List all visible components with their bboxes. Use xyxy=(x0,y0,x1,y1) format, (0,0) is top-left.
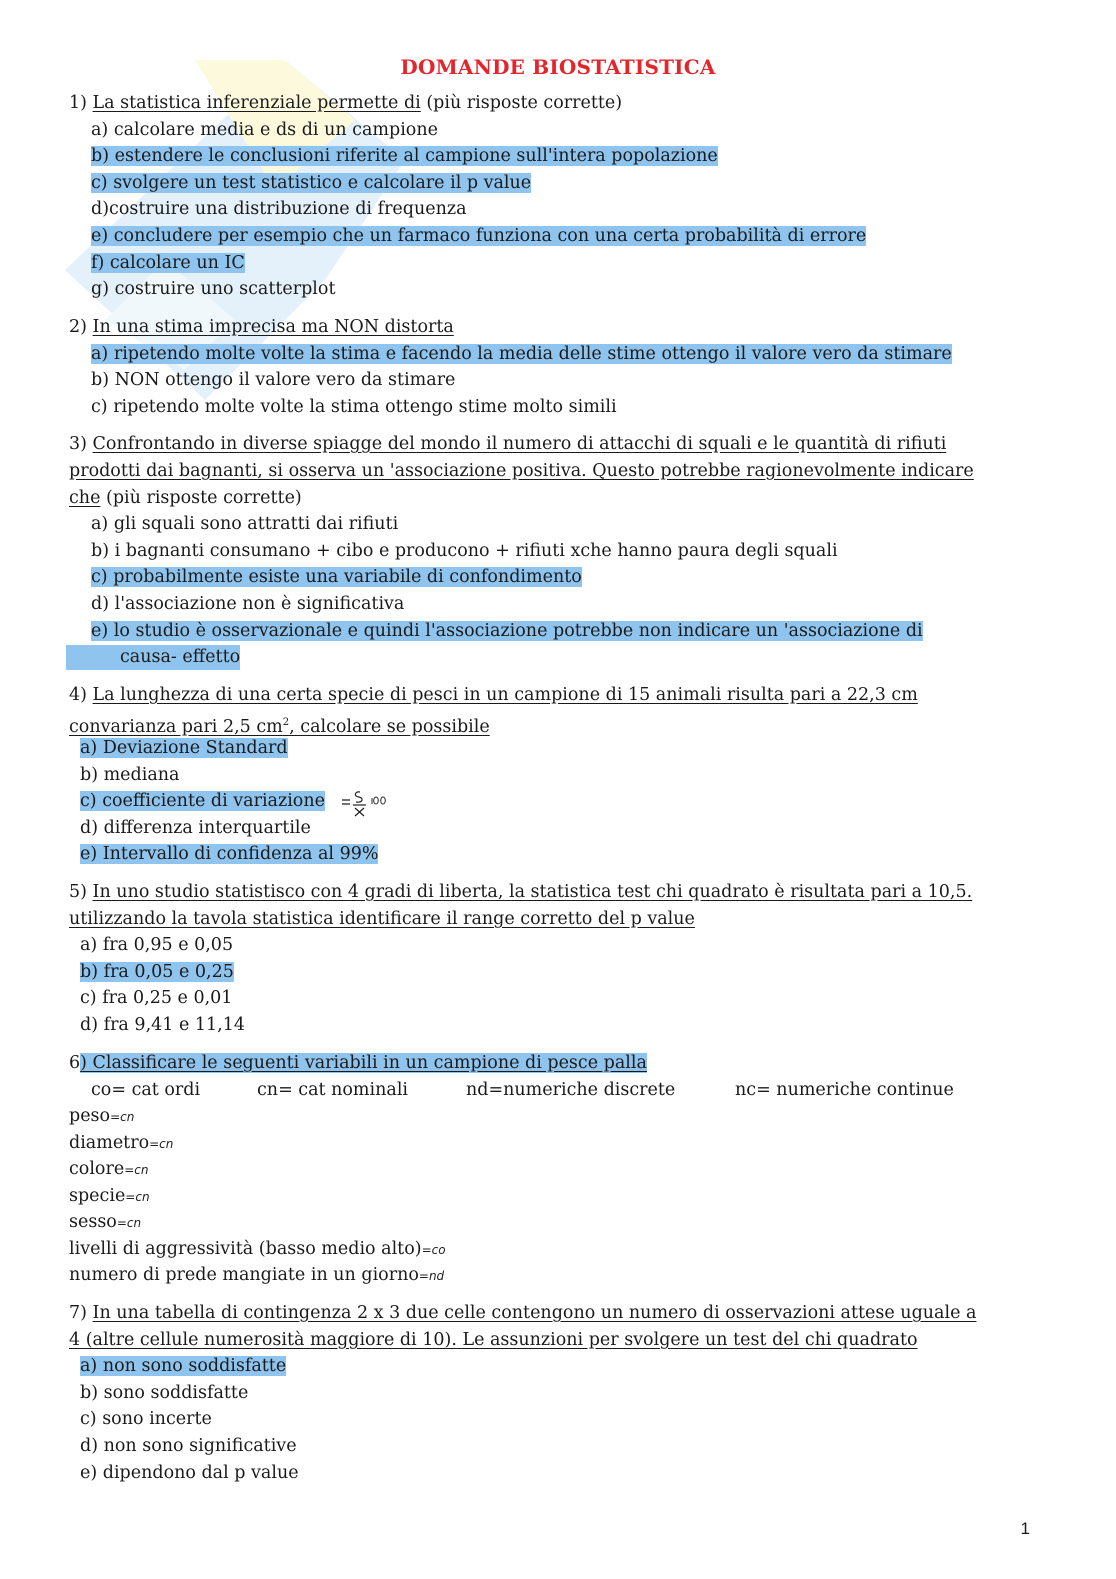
q1-option-g: g) costruire uno scatterplot xyxy=(91,279,336,299)
q1-option-b: b) estendere le conclusioni riferite al campione sull'intera popolazione xyxy=(91,146,718,166)
q3-option-e-continued: causa- effetto xyxy=(66,645,240,670)
question-5-stem-line-1: 5) In uno studio statistisco con 4 gradi di liberta, la statistica test chi quadrato è risultata pari a 10,5. xyxy=(69,882,973,902)
q6-variable-specie: specie=cn xyxy=(69,1186,150,1206)
q4-option-d: d) differenza interquartile xyxy=(80,818,311,838)
q5-option-c: c) fra 0,25 e 0,01 xyxy=(80,988,233,1008)
question-4-stem-line-2: convarianza pari 2,5 $cm^2$, calcolare se possibile xyxy=(69,716,490,737)
question-3-stem-line-3: che (più risposte corrette) xyxy=(69,488,302,508)
question-3-stem-line-1: 3) Confrontando in diverse spiagge del mondo il numero di attacchi di squali e le quantità di rifiuti xyxy=(69,434,947,454)
legend-cn: cn= cat nominali xyxy=(257,1080,409,1100)
q6-variable-diametro: diametro=cn xyxy=(69,1133,174,1153)
q6-variable-prede: numero di prede mangiate in un giorno=nd xyxy=(69,1265,445,1285)
q1-option-d: d)costruire una distribuzione di frequenza xyxy=(91,199,467,219)
q6-variable-sesso: sesso=cn xyxy=(69,1212,142,1232)
q1-option-a: a) calcolare media e ds di un campione xyxy=(91,120,438,140)
q5-option-a: a) fra 0,95 e 0,05 xyxy=(80,935,234,955)
q2-option-c: c) ripetendo molte volte la stima ottengo stime molto simili xyxy=(91,397,617,417)
q7-option-b: b) sono soddisfatte xyxy=(80,1383,249,1403)
question-5-stem-line-2: utilizzando la tavola statistica identificare il range corretto del p value xyxy=(69,909,695,929)
question-7-stem-line-1: 7) In una tabella di contingenza 2 x 3 due celle contengono un numero di osservazioni attese uguale a xyxy=(69,1303,977,1323)
q5-option-d: d) fra 9,41 e 11,14 xyxy=(80,1015,245,1035)
q5-option-b: b) fra 0,05 e 0,25 xyxy=(80,962,234,982)
q3-option-a: a) gli squali sono attratti dai rifiuti xyxy=(91,514,399,534)
q3-option-d: d) l'associazione non è significativa xyxy=(91,594,405,614)
question-1-text: La statistica inferenziale permette di xyxy=(92,93,421,113)
q7-option-d: d) non sono significative xyxy=(80,1436,297,1456)
q4-option-c: c) coefficiente di variazione xyxy=(80,791,325,811)
question-1-stem: 1) La statistica inferenziale permette di (più risposte corrette) xyxy=(69,93,623,113)
legend-nd: nd=numeriche discrete xyxy=(466,1080,676,1100)
question-7-stem-line-2: 4 (altre cellule numerosità maggiore di 10). Le assunzioni per svolgere un test del chi quadrato xyxy=(69,1330,918,1350)
q3-option-e: e) lo studio è osservazionale e quindi l'associazione potrebbe non indicare un 'associazione di xyxy=(91,621,923,641)
question-6-stem: 6) Classificare le seguenti variabili in un campione di pesce palla xyxy=(69,1053,647,1073)
q6-variable-peso: peso=cn xyxy=(69,1106,135,1126)
q4-option-a: a) Deviazione Standard xyxy=(80,738,288,758)
question-2-text: In una stima imprecisa ma NON distorta xyxy=(92,317,454,337)
q2-option-b: b) NON ottengo il valore vero da stimare xyxy=(91,370,456,390)
q4-option-b: b) mediana xyxy=(80,765,180,785)
q7-option-a: a) non sono soddisfatte xyxy=(80,1356,287,1376)
question-3-stem-line-2: prodotti dai bagnanti, si osserva un 'associazione positiva. Questo potrebbe ragionevolmente indicare xyxy=(69,461,974,481)
q4-option-e: e) Intervallo di confidenza al 99% xyxy=(80,844,379,864)
q6-variable-colore: colore=cn xyxy=(69,1159,149,1179)
q6-variable-aggressivita: livelli di aggressività (basso medio alto)=co xyxy=(69,1239,446,1259)
q6-legend xyxy=(91,1078,954,1103)
document-title: DOMANDE BIOSTATISTICA xyxy=(400,55,716,79)
handwritten-formula xyxy=(340,788,400,818)
q1-option-c: c) svolgere un test statistico e calcolare il p value xyxy=(91,173,532,193)
q7-option-c: c) sono incerte xyxy=(80,1409,212,1429)
q1-option-f: f) calcolare un IC xyxy=(91,253,245,273)
question-4-stem-line-1: 4) La lunghezza di una certa specie di pesci in un campione di 15 animali risulta pari a 22,3 cm xyxy=(69,685,918,705)
q2-option-a: a) ripetendo molte volte la stima e facendo la media delle stime ottengo il valore vero da stimare xyxy=(91,344,952,364)
legend-nc: nc= numeriche continue xyxy=(735,1080,954,1100)
q1-option-e: e) concludere per esempio che un farmaco funziona con una certa probabilità di errore xyxy=(91,226,867,246)
question-2-stem: 2) In una stima imprecisa ma NON distorta xyxy=(69,317,454,337)
page-number: 1 xyxy=(1020,1519,1030,1538)
q7-option-e: e) dipendono dal p value xyxy=(80,1463,299,1483)
legend-co: co= cat ordi xyxy=(91,1080,201,1100)
q3-option-c: c) probabilmente esiste una variabile di confondimento xyxy=(91,567,582,587)
q3-option-b: b) i bagnanti consumano + cibo e producono + rifiuti xche hanno paura degli squali xyxy=(91,541,838,561)
